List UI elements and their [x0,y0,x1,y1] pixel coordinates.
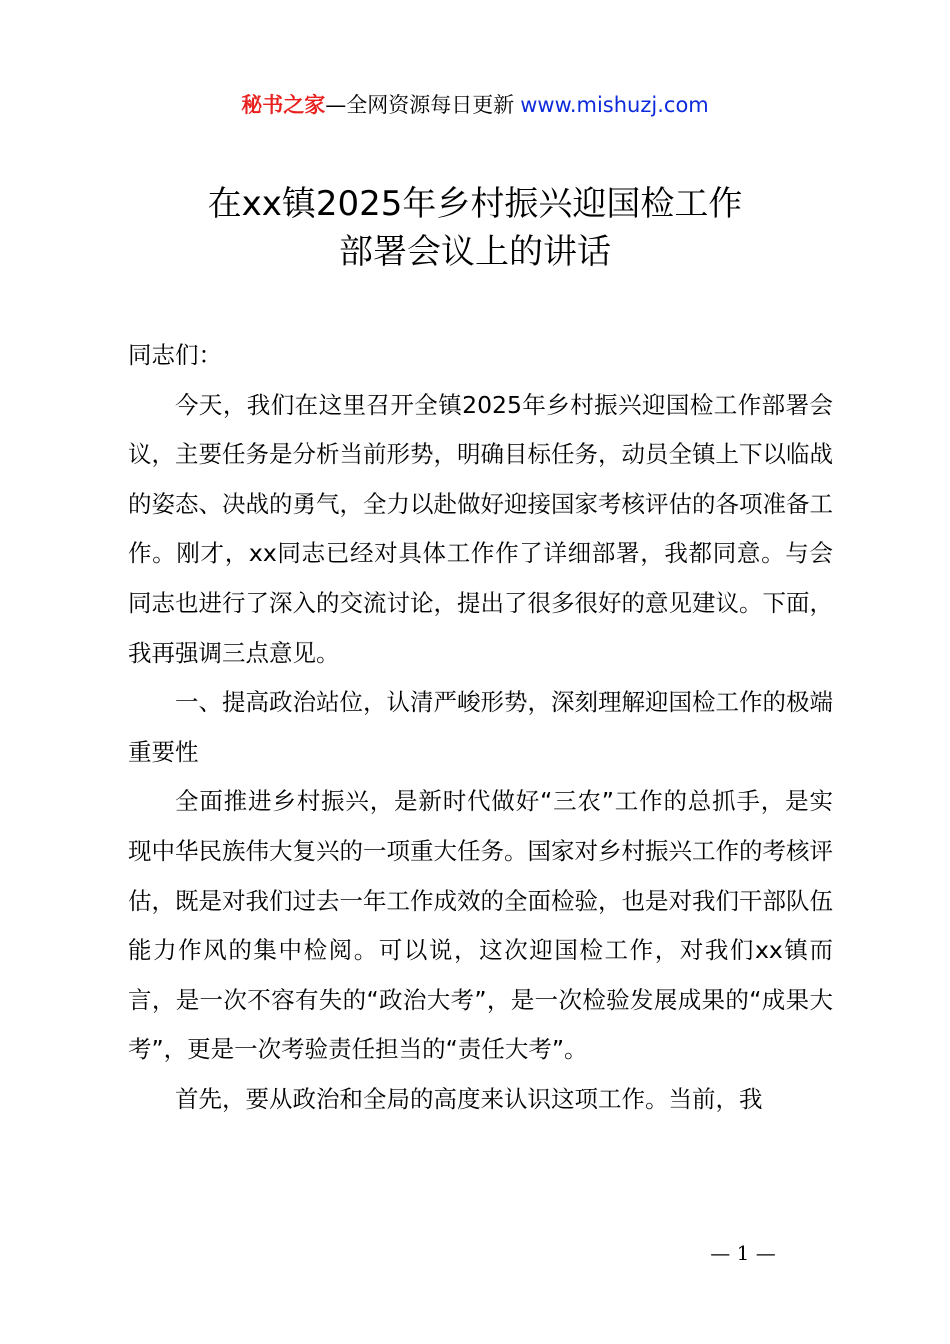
paragraph-section-1: 全面推进乡村振兴，是新时代做好“三农”工作的总抓手，是实现中华民族伟大复兴的一项重大任务。国家对乡村振兴工作的考核评估，既是对我们过去一年工作成效的全面检验，也是对我们干部队伍能力作风的集中检阅。可以说，这次迎国检工作，对我们xx镇而言，是一次不容有失的“政治大考”，是一次检验发展成果的“成果大考”，更是一次考验责任担当的“责任大考”。 [128,787,833,1064]
paragraph-first-point: 首先，要从政治和全局的高度来认识这项工作。当前，我 [175,1084,763,1113]
title-line-2: 部署会议上的讲话 [339,232,611,272]
salutation: 同志们： [128,341,222,369]
site-url-link[interactable]: www.mishuzj.com [520,93,709,117]
site-name: 秘书之家 [241,93,326,117]
document-body [128,331,833,1125]
title-line-1: 在xx镇2025年乡村振兴迎国检工作 [207,184,743,224]
site-banner [0,88,950,122]
site-slogan: —全网资源每日更新 [325,93,515,117]
paragraph-intro: 今天，我们在这里召开全镇2025年乡村振兴迎国检工作部署会议，主要任务是分析当前形势，明确目标任务，动员全镇上下以临战的姿态、决战的勇气，全力以赴做好迎接国家考核评估的各项准备工作。刚才，xx同志已经对具体工作作了详细部署，我都同意。与会同志也进行了深入的交流讨论，提出了很多很好的意见建议。下面，我再强调三点意见。 [128,390,833,667]
page-number: — 1 — [710,1241,776,1265]
document-title [0,180,950,276]
section-heading-1: 一、提高政治站位，认清严峻形势，深刻理解迎国检工作的极端重要性 [128,688,833,766]
